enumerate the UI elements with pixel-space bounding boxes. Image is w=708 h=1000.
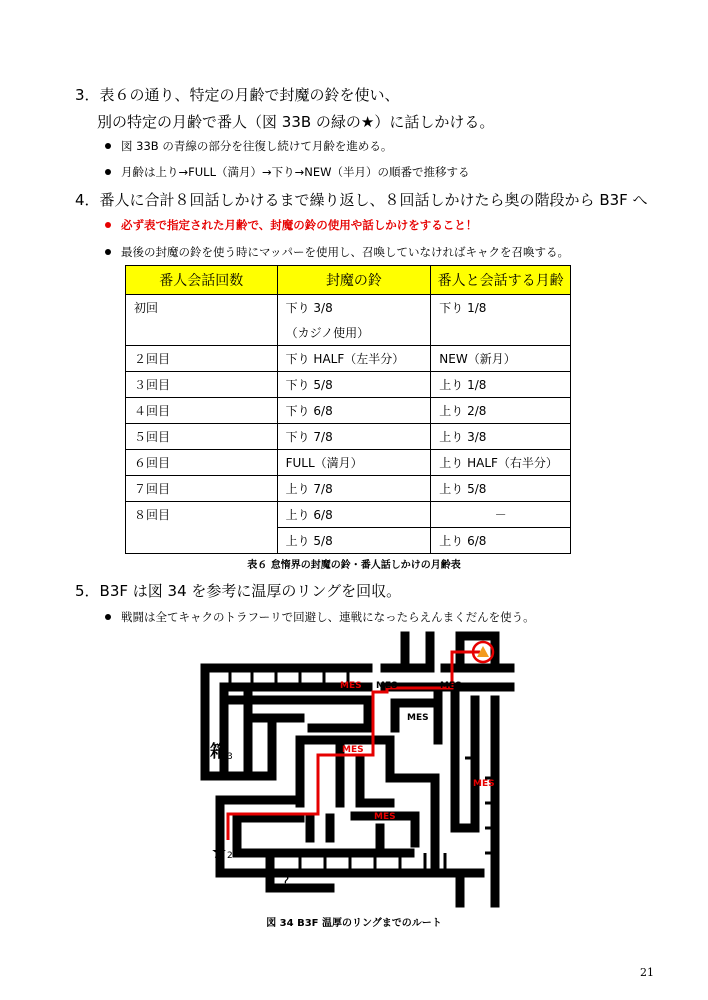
dungeon-map xyxy=(190,628,520,908)
mes-label: MES xyxy=(376,681,398,691)
table-cell: ８回目 xyxy=(126,502,278,528)
table-cell: ２回目 xyxy=(126,346,278,372)
mes-label: MES xyxy=(473,779,495,789)
table-header: 番人会話回数 xyxy=(126,266,278,295)
star-icon: ★ xyxy=(211,842,228,863)
question-mark-icon: ? xyxy=(282,874,290,890)
warning-text: 必ず表で指定された月齢で、封魔の鈴の使用や話しかけをすること！ xyxy=(121,218,478,232)
table-row xyxy=(126,528,571,554)
table-row xyxy=(126,295,571,321)
section4-red-bullet xyxy=(105,217,477,233)
bullet-text: 最後の封魔の鈴を使う時にマッパーを使用し、召喚していなければキャクを召喚する。 xyxy=(121,245,570,259)
table-cell: FULL（満月） xyxy=(277,450,431,476)
section4-title: 4．番人に合計８回話しかけるまで繰り返し、８回話しかけたら奥の階段から B3F へ xyxy=(75,191,648,209)
table-cell: 上り 5/8 xyxy=(431,476,571,502)
table-cell: ４回目 xyxy=(126,398,278,424)
bullet-text: 図 33B の青線の部分を往復し続けて月齢を進める。 xyxy=(121,139,393,153)
page-number: 21 xyxy=(640,966,654,979)
table-row xyxy=(126,346,571,372)
section5-bullet xyxy=(105,609,535,625)
table-row xyxy=(126,372,571,398)
table-cell: 下り 5/8 xyxy=(277,372,431,398)
chest-label: 箱 xyxy=(210,742,227,762)
bullet-dot-icon xyxy=(105,249,111,255)
bullet-text: 月齢は上り→FULL（満月）→下り→NEW（半月）の順番で推移する xyxy=(121,165,470,179)
table-cell: 下り 7/8 xyxy=(277,424,431,450)
star-number: 2 xyxy=(227,851,233,861)
chest-number: 3 xyxy=(227,752,233,762)
table-cell: 上り 6/8 xyxy=(277,502,431,528)
table-header: 番人と会話する月齢 xyxy=(431,266,571,295)
table-cell: ７回目 xyxy=(126,476,278,502)
table-row xyxy=(126,424,571,450)
table-cell: 上り 1/8 xyxy=(431,372,571,398)
mes-label: MES xyxy=(374,812,396,822)
moon-phase-table xyxy=(125,265,571,554)
table-cell: 下り 1/8 xyxy=(431,295,571,321)
mes-label: MES xyxy=(342,745,364,755)
table-cell: （カジノ使用） xyxy=(277,320,431,346)
table-cell: ６回目 xyxy=(126,450,278,476)
table-row xyxy=(126,398,571,424)
mes-label: MES xyxy=(407,713,429,723)
section5-title: 5．B3F は図 34 を参考に温厚のリングを回収。 xyxy=(75,582,402,600)
map-caption: 図 34 B3F 温厚のリングまでのルート xyxy=(266,918,442,929)
section3-line2: 別の特定の月齢で番人（図 33B の緑の★）に話しかける。 xyxy=(97,113,495,131)
bullet-dot-icon xyxy=(105,614,111,620)
table-cell xyxy=(431,320,571,346)
table-cell: 下り 3/8 xyxy=(277,295,431,321)
table-cell: 上り 2/8 xyxy=(431,398,571,424)
bullet-dot-icon xyxy=(105,222,111,228)
table-row xyxy=(126,502,571,528)
section3-line1: 3．表６の通り、特定の月齢で封魔の鈴を使い、 xyxy=(75,86,400,104)
table-cell: 初回 xyxy=(126,295,278,321)
mes-label: MES xyxy=(340,681,362,691)
table-cell: ５回目 xyxy=(126,424,278,450)
table-row xyxy=(126,476,571,502)
table-cell: 上り 3/8 xyxy=(431,424,571,450)
section4-bullet xyxy=(105,244,569,260)
table-row xyxy=(126,320,571,346)
table-header: 封魔の鈴 xyxy=(277,266,431,295)
bullet-text: 戦闘は全てキャクのトラフーリで回避し、連戦になったらえんまくだんを使う。 xyxy=(121,610,535,624)
section3-bullet-1 xyxy=(105,138,392,154)
table-cell: 下り HALF（左半分） xyxy=(277,346,431,372)
mes-label: MES xyxy=(440,681,462,691)
section3-bullet-2 xyxy=(105,164,470,180)
table-row xyxy=(126,450,571,476)
table-cell: 上り HALF（右半分） xyxy=(431,450,571,476)
table-cell xyxy=(126,320,278,346)
table-cell: NEW（新月） xyxy=(431,346,571,372)
table-cell: 上り 5/8 xyxy=(277,528,431,554)
table-cell: 上り 6/8 xyxy=(431,528,571,554)
table-cell: ３回目 xyxy=(126,372,278,398)
table-caption: 表６ 怠惰界の封魔の鈴・番人話しかけの月齢表 xyxy=(247,560,461,571)
table-cell: － xyxy=(431,502,571,528)
bullet-dot-icon xyxy=(105,169,111,175)
table-cell: 上り 7/8 xyxy=(277,476,431,502)
table-cell xyxy=(126,528,278,554)
bullet-dot-icon xyxy=(105,143,111,149)
table-cell: 下り 6/8 xyxy=(277,398,431,424)
